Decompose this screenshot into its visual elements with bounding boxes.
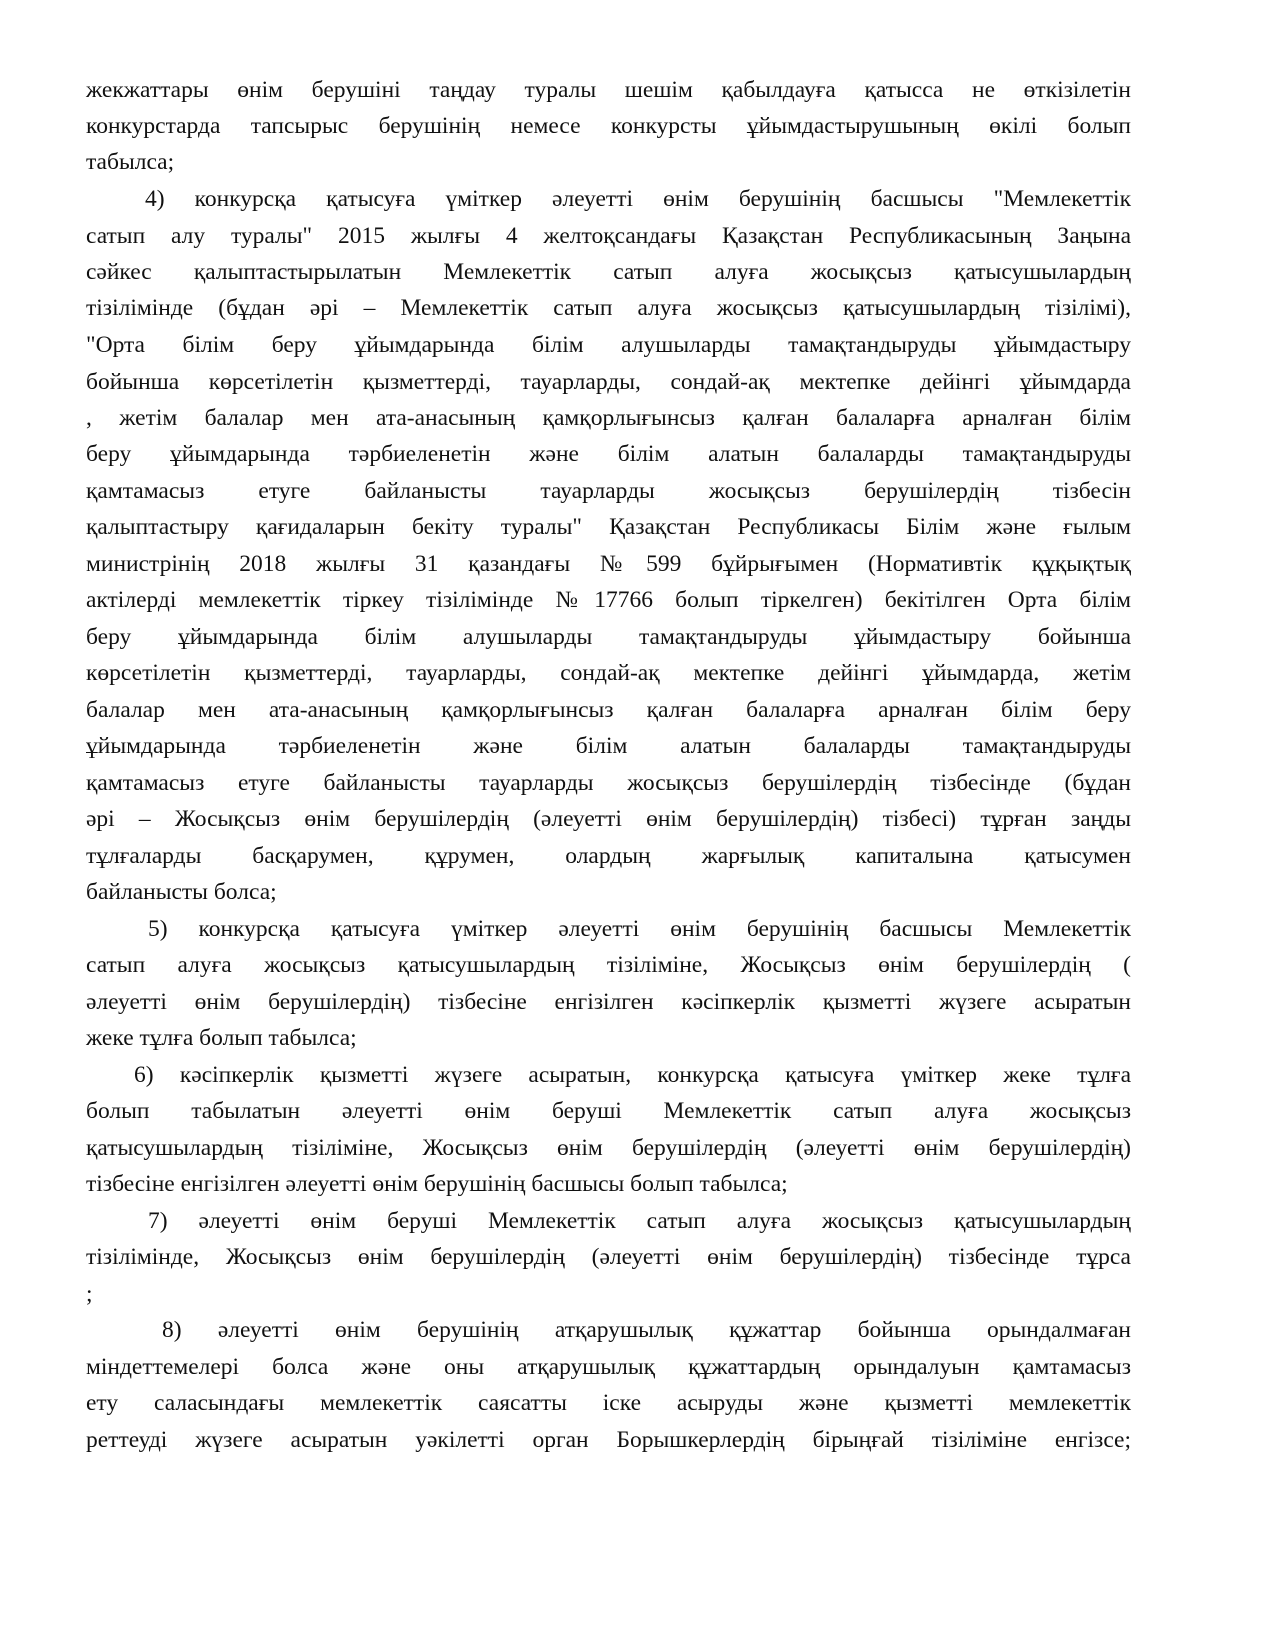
text-line: ұйымдарында тәрбиеленетін және білім алатын балаларды тамақтандыруды: [86, 733, 1131, 759]
text-line: "Орта білім беру ұйымдарында білім алушыларды тамақтандыруды ұйымдастыру: [86, 332, 1131, 358]
text-line: бойынша көрсетілетін қызметтерді, тауарларды, сондай-ақ мектепке дейінгі ұйымдарда: [86, 369, 1131, 395]
text-line: беру ұйымдарында білім алушыларды тамақтандыруды ұйымдастыру бойынша: [86, 624, 1131, 650]
text-line: қалыптастыру қағидаларын бекіту туралы" Қазақстан Республикасы Білім және ғылым: [86, 514, 1131, 540]
text-line: тұлғаларды басқарумен, құрумен, олардың жарғылық капиталына қатысумен: [86, 843, 1131, 869]
text-line: 8) әлеуетті өнім берушінің атқарушылық құжаттар бойынша орындалмаған: [162, 1317, 1131, 1343]
text-line: қамтамасыз етуге байланысты тауарларды жосықсыз берушілердің тізбесінде (бұдан: [86, 770, 1131, 796]
text-line: министрінің 2018 жылғы 31 қазандағы №599 бұйрығымен (Нормативтік құқықтық: [86, 551, 1131, 577]
text-line: жекжаттары өнім берушіні таңдау туралы шешім қабылдауға қатысса не өткізілетін: [86, 77, 1131, 103]
text-line: тізілімінде, Жосықсыз өнім берушілердің (әлеуетті өнім берушілердің) тізбесінде тұрса: [86, 1244, 1131, 1270]
text-line: байланысты болса;: [86, 879, 277, 905]
text-line: , жетім балалар мен ата-анасының қамқорлығынсыз қалған балаларға арналған білім: [86, 405, 1131, 431]
text-line: болып табылатын әлеуетті өнім беруші Мемлекеттік сатып алуға жосықсыз: [86, 1098, 1131, 1124]
text-line: сатып алуға жосықсыз қатысушылардың тізіліміне, Жосықсыз өнім берушілердің (: [86, 952, 1131, 978]
text-line: қамтамасыз етуге байланысты тауарларды жосықсыз берушілердің тізбесін: [86, 478, 1131, 504]
text-line: 4) конкурсқа қатысуға үміткер әлеуетті өнім берушінің басшысы "Мемлекеттік: [145, 186, 1131, 212]
text-line: әлеуетті өнім берушілердің) тізбесіне енгізілген кәсіпкерлік қызметті жүзеге асыратын: [86, 989, 1131, 1015]
text-line: сәйкес қалыптастырылатын Мемлекеттік сатып алуға жосықсыз қатысушылардың: [86, 259, 1131, 285]
text-line: қатысушылардың тізіліміне, Жосықсыз өнім берушілердің (әлеуетті өнім берушілердің): [86, 1135, 1131, 1161]
text-line: актілерді мемлекеттік тіркеу тізілімінде №17766 болып тіркелген) бекітілген Орта білім: [86, 587, 1131, 613]
text-line: 5) конкурсқа қатысуға үміткер әлеуетті өнім берушінің басшысы Мемлекеттік: [148, 916, 1131, 942]
text-line: міндеттемелері болса және оны атқарушылық құжаттардың орындалуын қамтамасыз: [86, 1354, 1131, 1380]
text-line: сатып алу туралы" 2015 жылғы 4 желтоқсандағы Қазақстан Республикасының Заңына: [86, 223, 1131, 249]
text-line: балалар мен ата-анасының қамқорлығынсыз қалған балаларға арналған білім беру: [86, 697, 1131, 723]
text-line: тізілімінде (бұдан әрі – Мемлекеттік сатып алуға жосықсыз қатысушылардың тізілімі),: [86, 295, 1131, 321]
text-line: 7) әлеуетті өнім беруші Мемлекеттік сатып алуға жосықсыз қатысушылардың: [148, 1208, 1131, 1234]
text-line: тізбесіне енгізілген әлеуетті өнім берушінің басшысы болып табылса;: [86, 1171, 788, 1197]
text-line: ету саласындағы мемлекеттік саясатты іске асыруды және қызметті мемлекеттік: [86, 1390, 1131, 1416]
text-line: жеке тұлға болып табылса;: [86, 1025, 357, 1051]
text-line: 6) кәсіпкерлік қызметті жүзеге асыратын, конкурсқа қатысуға үміткер жеке тұлға: [134, 1062, 1131, 1088]
text-line: табылса;: [86, 149, 175, 175]
text-line: әрі – Жосықсыз өнім берушілердің (әлеуетті өнім берушілердің) тізбесі) тұрған заңды: [86, 806, 1131, 832]
text-line: конкурстарда тапсырыс берушінің немесе конкурсты ұйымдастырушының өкілі болып: [86, 113, 1131, 139]
text-line: ;: [86, 1281, 93, 1307]
text-line: реттеуді жүзеге асыратын уәкілетті орган Борышкерлердің бірыңғай тізіліміне енгізсе;: [86, 1427, 1131, 1453]
text-line: беру ұйымдарында тәрбиеленетін және білім алатын балаларды тамақтандыруды: [86, 441, 1131, 467]
text-line: көрсетілетін қызметтерді, тауарларды, сондай-ақ мектепке дейінгі ұйымдарда, жетім: [86, 660, 1131, 686]
